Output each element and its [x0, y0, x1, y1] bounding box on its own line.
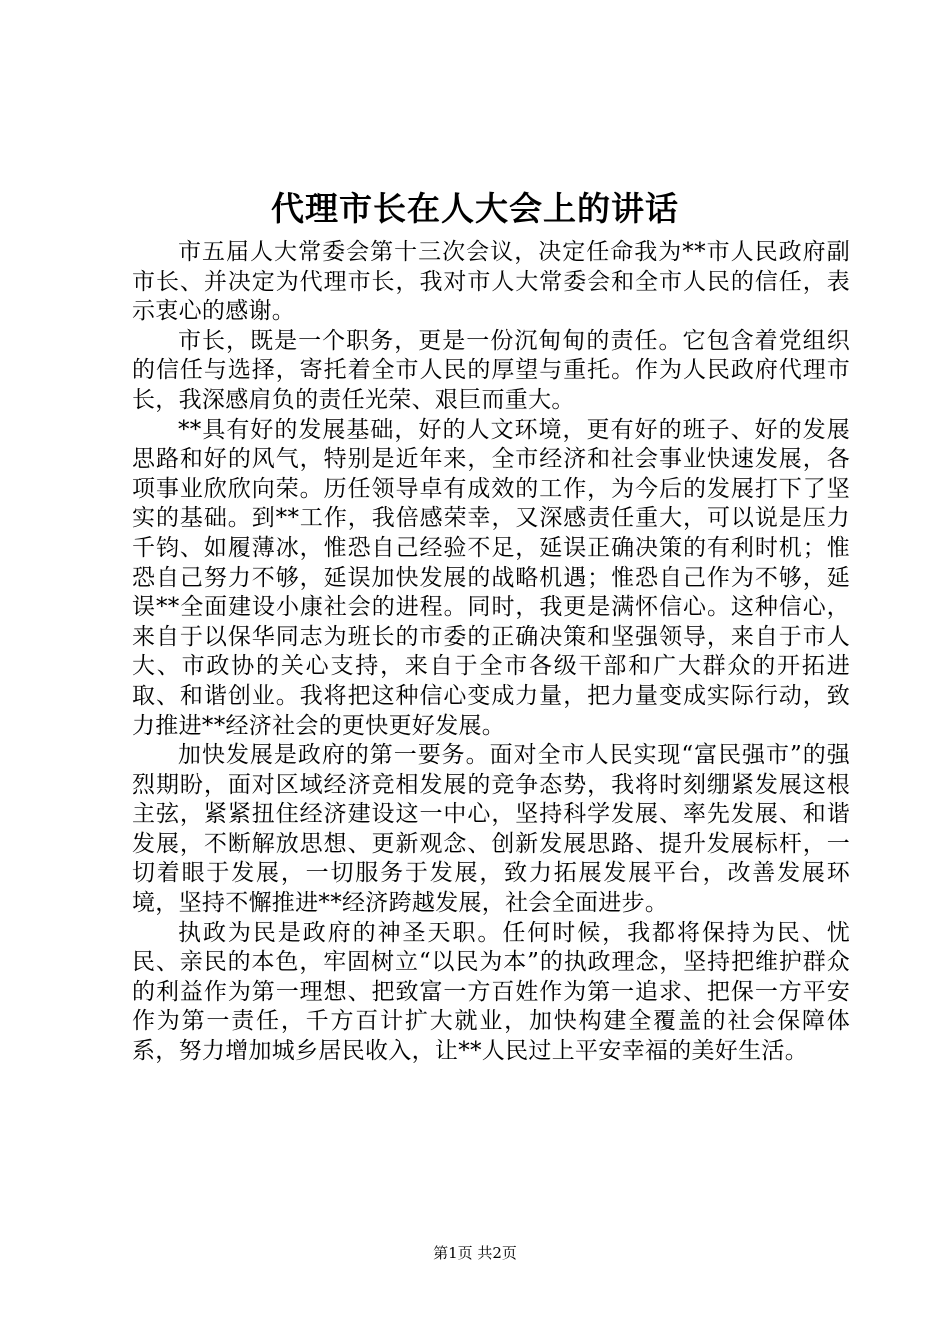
- page-number-footer: 第1页 共2页: [433, 1244, 517, 1262]
- page-title: 代理市长在人大会上的讲话: [271, 189, 679, 228]
- paragraph: **具有好的发展基础，好的人文环境，更有好的班子、好的发展思路和好的风气，特别是近年来，全市经济和社会事业快速发展，各项事业欣欣向荣。历任领导卓有成效的工作，为今后的发展打下了坚实的基础。到**工作，我倍感荣幸，又深感责任重大，可以说是压力千钧、如履薄冰，惟恐自己经验不足，延误正确决策的有利时机；惟恐自己努力不够，延误加快发展的战略机遇；惟恐自己作为不够，延误**全面建设小康社会的进程。同时，我更是满怀信心。这种信心，来自于以保华同志为班长的市委的正确决策和坚强领导，来自于市人大、市政协的关心支持，来自于全市各级干部和广大群众的开拓进取、和谐创业。我将把这种信心变成力量，把力量变成实际行动，致力推进**经济社会的更快更好发展。: [132, 416, 850, 739]
- paragraph: 执政为民是政府的神圣天职。任何时候，我都将保持为民、忧民、亲民的本色，牢固树立“以民为本”的执政理念，坚持把维护群众的利益作为第一理想、把致富一方百姓作为第一追求、把保一方平安作为第一责任，千方百计扩大就业，加快构建全覆盖的社会保障体系，努力增加城乡居民收入，让**人民过上平安幸福的美好生活。: [132, 919, 850, 1065]
- document-body: [132, 238, 850, 1067]
- paragraph: 市五届人大常委会第十三次会议，决定任命我为**市人民政府副市长、并决定为代理市长，我对市人大常委会和全市人民的信任，表示衷心的感谢。: [132, 239, 850, 325]
- paragraph: 加快发展是政府的第一要务。面对全市人民实现“富民强市”的强烈期盼，面对区域经济竞相发展的竞争态势，我将时刻绷紧发展这根主弦，紧紧扭住经济建设这一中心，坚持科学发展、率先发展、和谐发展，不断解放思想、更新观念、创新发展思路、提升发展标杆，一切着眼于发展，一切服务于发展，致力拓展发展平台，改善发展环境，坚持不懈推进**经济跨越发展，社会全面进步。: [132, 742, 850, 917]
- paragraph: 市长，既是一个职务，更是一份沉甸甸的责任。它包含着党组织的信任与选择，寄托着全市人民的厚望与重托。作为人民政府代理市长，我深感肩负的责任光荣、艰巨而重大。: [132, 327, 850, 413]
